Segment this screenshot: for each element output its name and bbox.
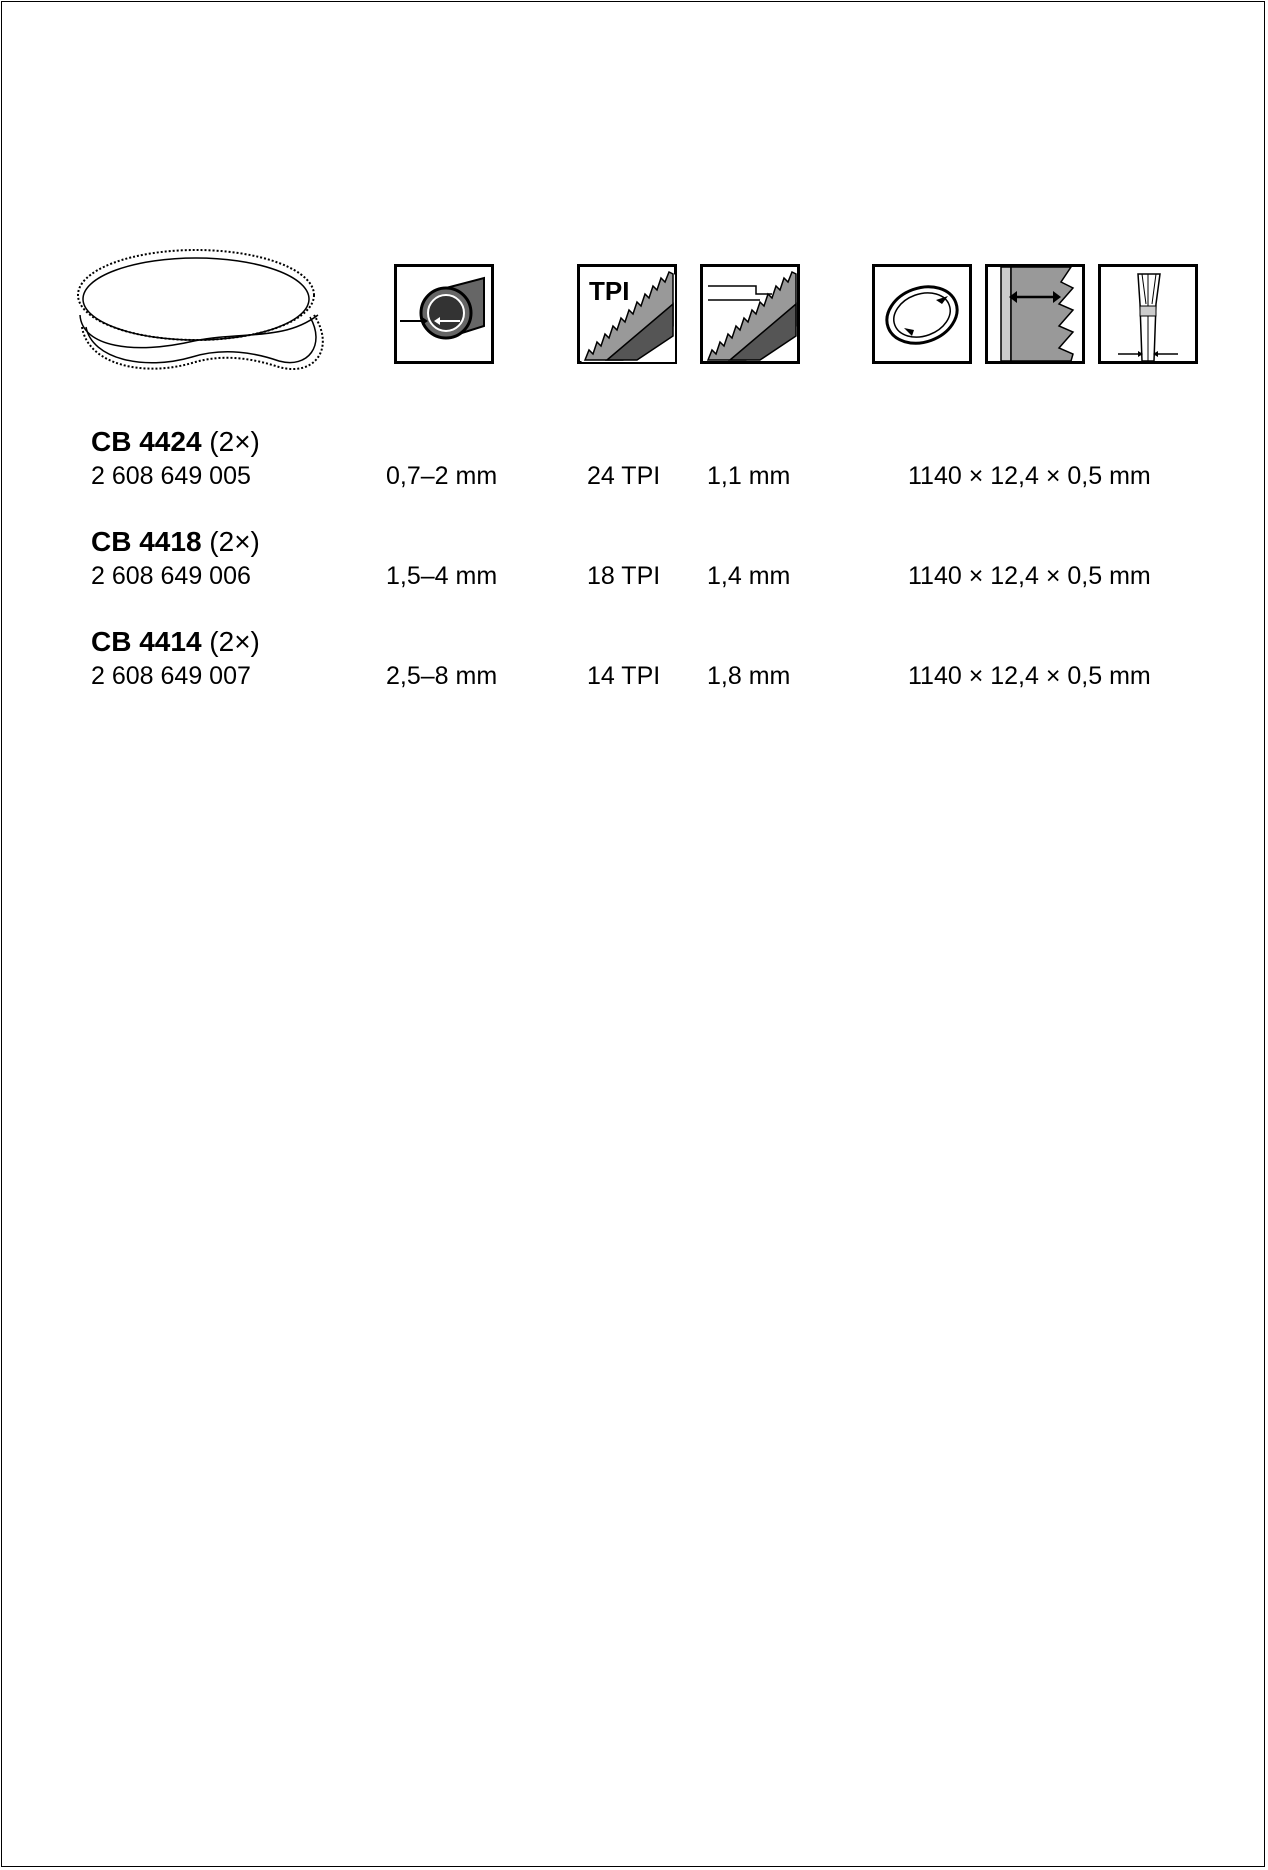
- teeth-per-inch: 14 TPI: [587, 662, 661, 690]
- product-name: CB 4424: [91, 426, 202, 457]
- blade-dimensions: 1140 × 12,4 × 0,5 mm: [908, 562, 1151, 590]
- part-number: 2 608 649 005: [91, 462, 251, 490]
- band-saw-blade-loop-icon: [74, 245, 326, 385]
- product-quantity: (2×): [209, 526, 260, 557]
- blade-dimensions: 1140 × 12,4 × 0,5 mm: [908, 662, 1151, 690]
- tooth-pitch: 1,4 mm: [707, 562, 791, 590]
- cutting-range: 1,5–4 mm: [386, 562, 498, 590]
- blade-dimensions: 1140 × 12,4 × 0,5 mm: [908, 462, 1151, 490]
- product-title: [91, 626, 260, 658]
- tooth-pitch: 1,8 mm: [707, 662, 791, 690]
- blade-loop-length-icon: [872, 264, 972, 364]
- teeth-per-inch: 24 TPI: [587, 462, 661, 490]
- teeth-per-inch-icon: [577, 264, 677, 364]
- product-title: [91, 526, 260, 558]
- blade-width-icon: [985, 264, 1085, 364]
- tpi-label: TPI: [589, 276, 630, 306]
- tooth-pitch-icon: [700, 264, 800, 364]
- tooth-pitch: 1,1 mm: [707, 462, 791, 490]
- product-quantity: (2×): [209, 626, 260, 657]
- blade-thickness-icon: [1098, 264, 1198, 364]
- cutting-range: 0,7–2 mm: [386, 462, 498, 490]
- teeth-per-inch: 18 TPI: [587, 562, 661, 590]
- product-name: CB 4418: [91, 526, 202, 557]
- cutting-range: 2,5–8 mm: [386, 662, 498, 690]
- pipe-wall-thickness-icon: [394, 264, 494, 364]
- product-quantity: (2×): [209, 426, 260, 457]
- part-number: 2 608 649 006: [91, 562, 251, 590]
- product-name: CB 4414: [91, 626, 202, 657]
- part-number: 2 608 649 007: [91, 662, 251, 690]
- product-title: [91, 426, 260, 458]
